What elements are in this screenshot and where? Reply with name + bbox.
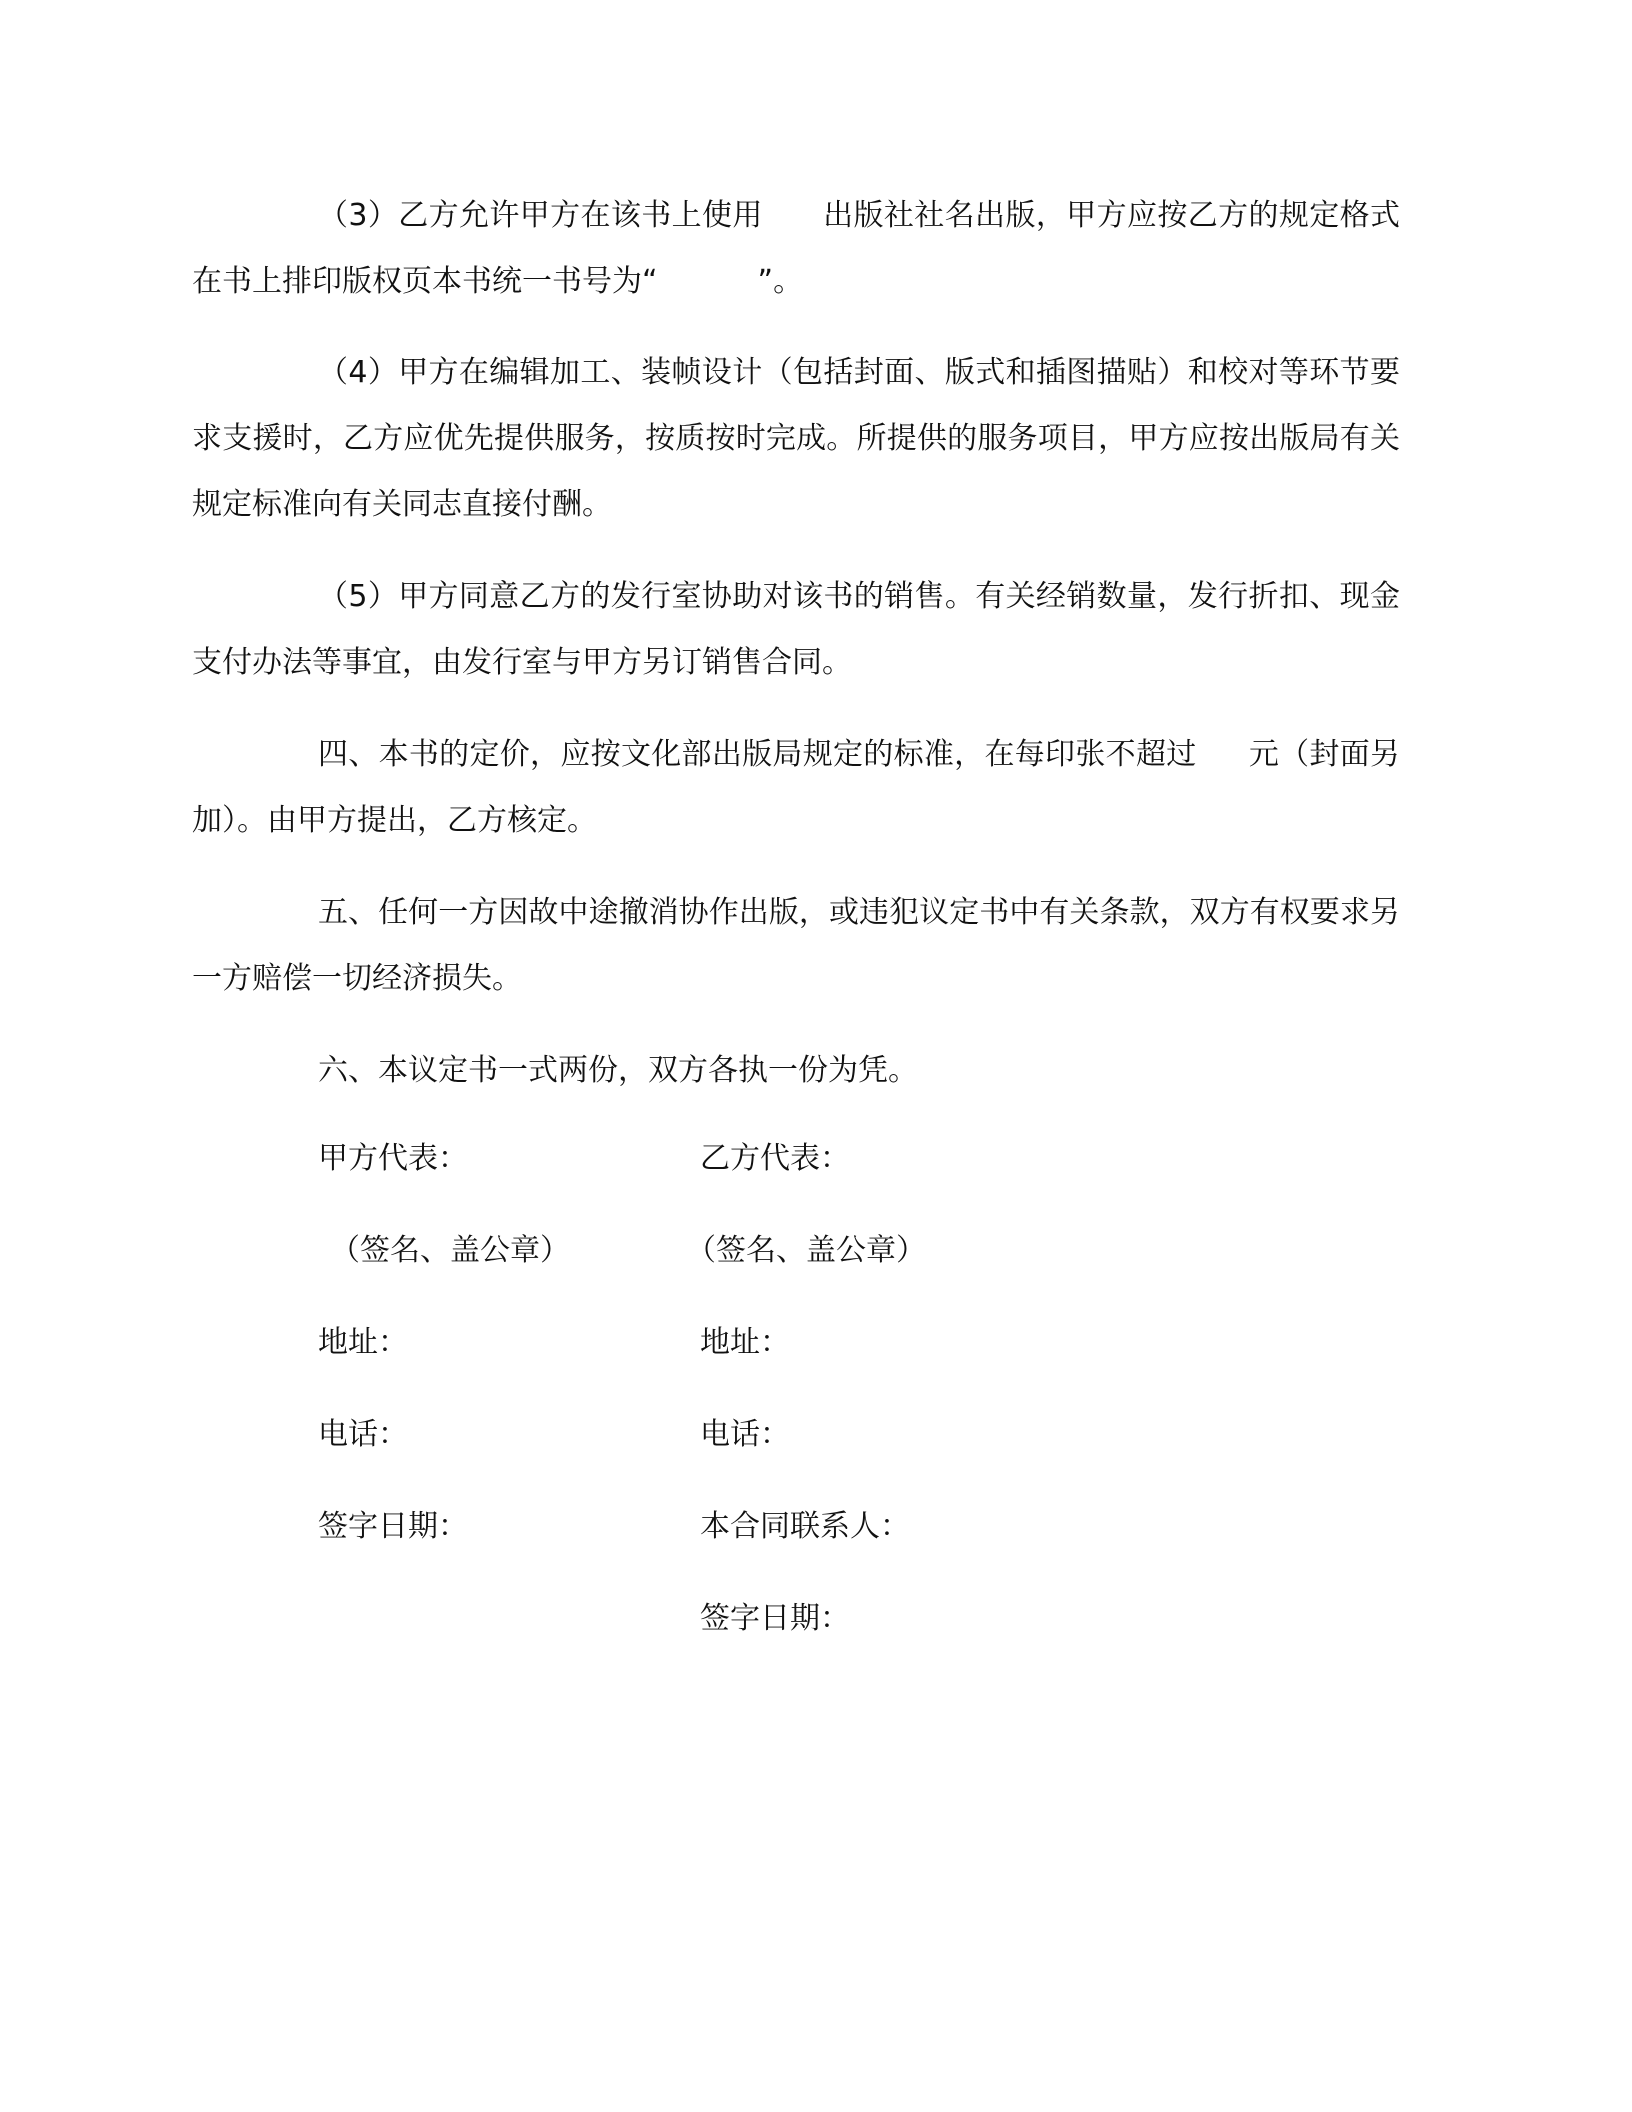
clause-section-6: 六、本议定书一式两份，双方各执一份为凭。 — [318, 1053, 918, 1088]
party-a-sign-seal-label: （签名、盖公章） — [330, 1233, 570, 1268]
clause-item-3-text-b: 出版社社名出版，甲方应按乙方的规定格式在书上排印版权页本书统一书号为“ — [192, 198, 1400, 299]
party-b-representative-label: 乙方代表： — [700, 1141, 850, 1176]
party-b-sign-seal-label: （签名、盖公章） — [686, 1233, 926, 1268]
party-a-address-label: 地址： — [318, 1325, 408, 1360]
clause-item-5: （5）甲方同意乙方的发行室协助对该书的销售。有关经销数量，发行折扣、现金支付办法等事宜，由发行室与甲方另订销售合同。 — [192, 579, 1400, 680]
party-b-address-label: 地址： — [700, 1325, 790, 1360]
clause-item-3-text-a: （3）乙方允许甲方在该书上使用 — [318, 198, 763, 233]
party-a-representative-label: 甲方代表： — [318, 1141, 468, 1176]
clause-item-4: （4）甲方在编辑加工、装帧设计（包括封面、版式和插图描贴）和校对等环节要求支援时，乙方应优先提供服务，按质按时完成。所提供的服务项目，甲方应按出版局有关规定标准向有关同志直接付酬。 — [192, 355, 1400, 522]
clause-item-3 — [192, 183, 1400, 315]
clause-section-4-text-b: 元（封面另加）。由甲方提出，乙方核定。 — [192, 737, 1401, 838]
party-a-phone-label: 电话： — [318, 1417, 408, 1452]
party-b-sign-date-label: 签字日期： — [700, 1601, 850, 1636]
party-b-phone-label: 电话： — [700, 1417, 790, 1452]
clause-section-4 — [192, 722, 1400, 854]
party-a-sign-date-label: 签字日期： — [318, 1509, 468, 1544]
clause-section-5: 五、任何一方因故中途撤消协作出版，或违犯议定书中有关条款，双方有权要求另一方赔偿一切经济损失。 — [192, 895, 1400, 996]
party-b-contact-label: 本合同联系人： — [700, 1509, 910, 1544]
clause-section-4-text-a: 四、本书的定价，应按文化部出版局规定的标准，在每印张不超过 — [318, 737, 1197, 772]
clause-item-3-text-c: ”。 — [757, 264, 804, 299]
